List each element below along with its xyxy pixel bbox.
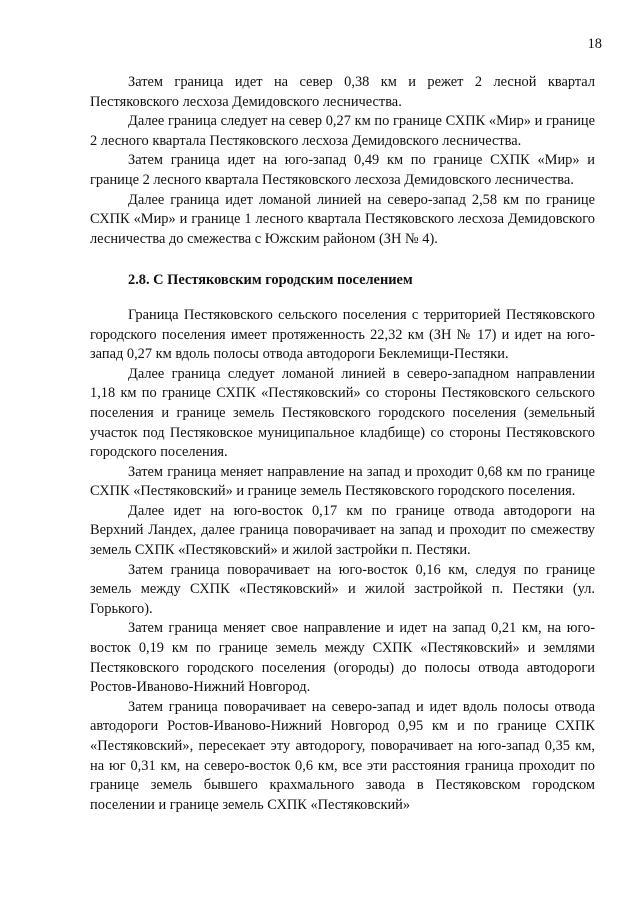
paragraph: Далее граница следует ломаной линией в северо-западном направлении 1,18 км по границе СХПК «Пестяковский» со стороны Пестяковского сельского поселения и границе земель Пестяковского городского поселения (земельный участок под Пестяковское муниципальное кладбище) со стороны Пестяковского городского поселения.	[90, 365, 595, 461]
paragraph: Затем граница идет на юго-запад 0,49 км по границе СХПК «Мир» и границе 2 лесного квартала Пестяковского лесхоза Демидовского лесничества.	[90, 152, 595, 188]
paragraph: Затем граница идет на север 0,38 км и режет 2 лесной квартал Пестяковского лесхоза Демидовского лесничества.	[90, 74, 595, 110]
paragraph: Граница Пестяковского сельского поселения с территорией Пестяковского городского поселения имеет протяженность 22,32 км (ЗН № 17) и идет на юго-запад 0,27 км вдоль полосы отвода автодороги Беклемищи-Пестяки.	[90, 306, 595, 363]
paragraph: Затем граница поворачивает на юго-восток 0,16 км, следуя по границе земель между СХПК «Пестяковский» и жилой застройкой п. Пестяки (ул. Горького).	[90, 561, 595, 617]
section-2-text	[90, 306, 595, 815]
page-number: 18	[587, 36, 602, 52]
paragraph: Далее граница следует на север 0,27 км по границе СХПК «Мир» и границе 2 лесного квартала Пестяковского лесхоза Демидовского лесничества.	[90, 113, 595, 149]
paragraph: Затем граница меняет свое направление и идет на запад 0,21 км, на юго-восток 0,19 км по границе земель между СХПК «Пестяковский» и землями Пестяковского городского поселения (огороды) до полосы отвода автодороги Ростов-Иваново-Нижний Новгород.	[90, 620, 595, 696]
paragraph: Затем граница поворачивает на северо-запад и идет вдоль полосы отвода автодороги Ростов-Иваново-Нижний Новгород 0,95 км и по границе СХПК «Пестяковский», пересекает эту автодорогу, поворачивает на юго-запад 0,35 км, на юг 0,31 км, на северо-восток 0,6 км, все эти расстояния граница проходит по границе земель бывшего крахмального завода в Пестяковском городском поселении и границе земель СХПК «Пестяковский»	[90, 698, 595, 813]
document-body	[90, 73, 595, 815]
section-1-text	[90, 73, 595, 249]
section-heading: 2.8. С Пестяковским городским поселением	[128, 272, 413, 289]
paragraph: Затем граница меняет направление на запад и проходит 0,68 км по границе СХПК «Пестяковский» и границе земель Пестяковского городского поселения.	[90, 463, 595, 500]
paragraph: Далее граница идет ломаной линией на северо-запад 2,58 км по границе СХПК «Мир» и границе 1 лесного квартала Пестяковского лесхоза Демидовского лесничества до смежества с Южским районом (ЗН № 4).	[90, 191, 595, 247]
paragraph: Далее идет на юго-восток 0,17 км по границе отвода автодороги на Верхний Ландех, далее граница поворачивает на запад и проходит по смежеству земель СХПК «Пестяковский» и жилой застройки п. Пестяки.	[90, 502, 595, 559]
